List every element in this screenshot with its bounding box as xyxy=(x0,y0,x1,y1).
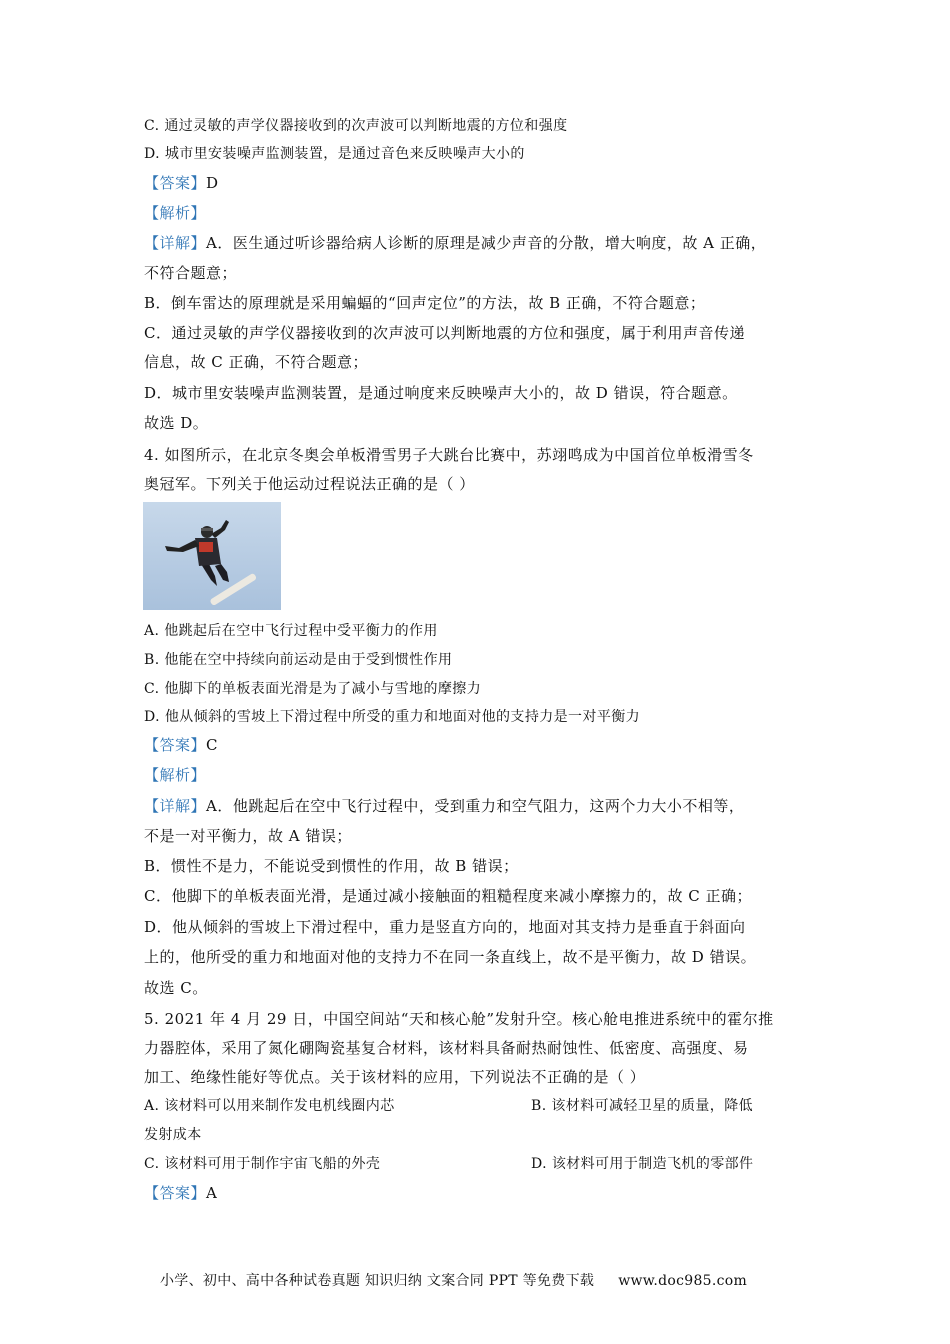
analysis-tag: 【解析】 xyxy=(144,766,207,784)
q3-option-c: C. 通过灵敏的声学仪器接收到的次声波可以判断地震的方位和强度 xyxy=(144,118,568,134)
explanation-line: 信息，故 C 正确，不符合题意； xyxy=(144,353,369,371)
q5-stem: 加工、绝缘性能好等优点。关于该材料的应用，下列说法不正确的是（ ） xyxy=(144,1068,646,1086)
q5-stem: 力器腔体，采用了氮化硼陶瓷基复合材料，该材料具备耐热耐蚀性、低密度、高强度、易 xyxy=(144,1039,749,1057)
conclusion-line: 故选 D。 xyxy=(144,414,209,432)
answer-value: D xyxy=(206,174,219,192)
q3-analysis-heading xyxy=(144,203,206,223)
q4-option-b: B. 他能在空中持续向前运动是由于受到惯性作用 xyxy=(144,652,453,668)
q4-stem: 奥冠军。下列关于他运动过程说法正确的是（ ） xyxy=(144,475,475,493)
answer-tag: 【答案】 xyxy=(144,1184,207,1202)
answer-value: C xyxy=(206,736,218,754)
snowboarder-illustration xyxy=(143,502,281,610)
footer-text: 小学、初中、高中各种试卷真题 知识归纳 文案合同 PPT 等免费下载 xyxy=(160,1273,595,1289)
q4-analysis-heading xyxy=(144,765,206,785)
footer-url[interactable]: www.doc985.com xyxy=(618,1273,748,1289)
snowboarder-photo xyxy=(143,502,281,610)
q4-option-c: C. 他脚下的单板表面光滑是为了减小与雪地的摩擦力 xyxy=(144,681,482,697)
analysis-tag: 【解析】 xyxy=(144,204,207,222)
q5-option-a: A. 该材料可以用来制作发电机线圈内芯 xyxy=(144,1098,395,1114)
conclusion-line: 故选 C。 xyxy=(144,979,208,997)
q3-answer xyxy=(144,173,219,193)
answer-tag: 【答案】 xyxy=(144,174,207,192)
q5-answer xyxy=(144,1183,217,1203)
q3-option-d: D. 城市里安装噪声监测装置，是通过音色来反映噪声大小的 xyxy=(144,146,525,162)
explanation-line: B．惯性不是力，不能说受到惯性的作用，故 B 错误； xyxy=(144,857,519,875)
explanation-line: 上的，他所受的重力和地面对他的支持力不在同一条直线上，故不是平衡力，故 D 错误。 xyxy=(144,948,757,966)
q5-option-d: D. 该材料可用于制造飞机的零部件 xyxy=(531,1156,754,1172)
answer-tag: 【答案】 xyxy=(144,736,207,754)
q4-option-d: D. 他从倾斜的雪坡上下滑过程中所受的重力和地面对他的支持力是一对平衡力 xyxy=(144,709,641,725)
explanation-line: C．通过灵敏的声学仪器接收到的次声波可以判断地震的方位和强度，属于利用声音传递 xyxy=(144,324,745,342)
explanation-tag: 【详解】 xyxy=(144,797,207,815)
q4-option-a: A. 他跳起后在空中飞行过程中受平衡力的作用 xyxy=(144,623,438,639)
q4-answer xyxy=(144,735,218,755)
q5-stem: 5. 2021 年 4 月 29 日，中国空间站“天和核心舱”发射升空。核心舱电推进系统中的霍尔推 xyxy=(144,1010,774,1028)
explanation-line: D．他从倾斜的雪坡上下滑过程中，重力是竖直方向的，地面对其支持力是垂直于斜面向 xyxy=(144,918,746,936)
q4-explanation-line xyxy=(144,796,744,816)
explanation-line: B．倒车雷达的原理就是采用蝙蝠的“回声定位”的方法，故 B 正确，不符合题意； xyxy=(144,294,706,312)
q4-stem: 4. 如图所示，在北京冬奥会单板滑雪男子大跳台比赛中，苏翊鸣成为中国首位单板滑雪冬 xyxy=(144,446,754,464)
explanation-text: A．医生通过听诊器给病人诊断的原理是减少声音的分散，增大响度，故 A 正确， xyxy=(206,234,767,252)
explanation-line: 不是一对平衡力，故 A 错误； xyxy=(144,827,352,845)
explanation-line: C．他脚下的单板表面光滑，是通过减小接触面的粗糙程度来减小摩擦力的，故 C 正确； xyxy=(144,887,752,905)
explanation-line: 不符合题意； xyxy=(144,264,238,282)
page-footer xyxy=(160,1270,747,1290)
explanation-text: A．他跳起后在空中飞行过程中，受到重力和空气阻力，这两个力大小不相等， xyxy=(206,797,745,815)
answer-value: A xyxy=(206,1184,218,1202)
explanation-line: D．城市里安装噪声监测装置，是通过响度来反映噪声大小的，故 D 错误，符合题意。 xyxy=(144,384,738,402)
q5-option-b-continued: 发射成本 xyxy=(144,1127,202,1143)
q5-option-b: B. 该材料可减轻卫星的质量，降低 xyxy=(531,1098,753,1114)
q3-explanation-line xyxy=(144,233,766,253)
q5-option-c: C. 该材料可用于制作宇宙飞船的外壳 xyxy=(144,1156,381,1172)
explanation-tag: 【详解】 xyxy=(144,234,207,252)
